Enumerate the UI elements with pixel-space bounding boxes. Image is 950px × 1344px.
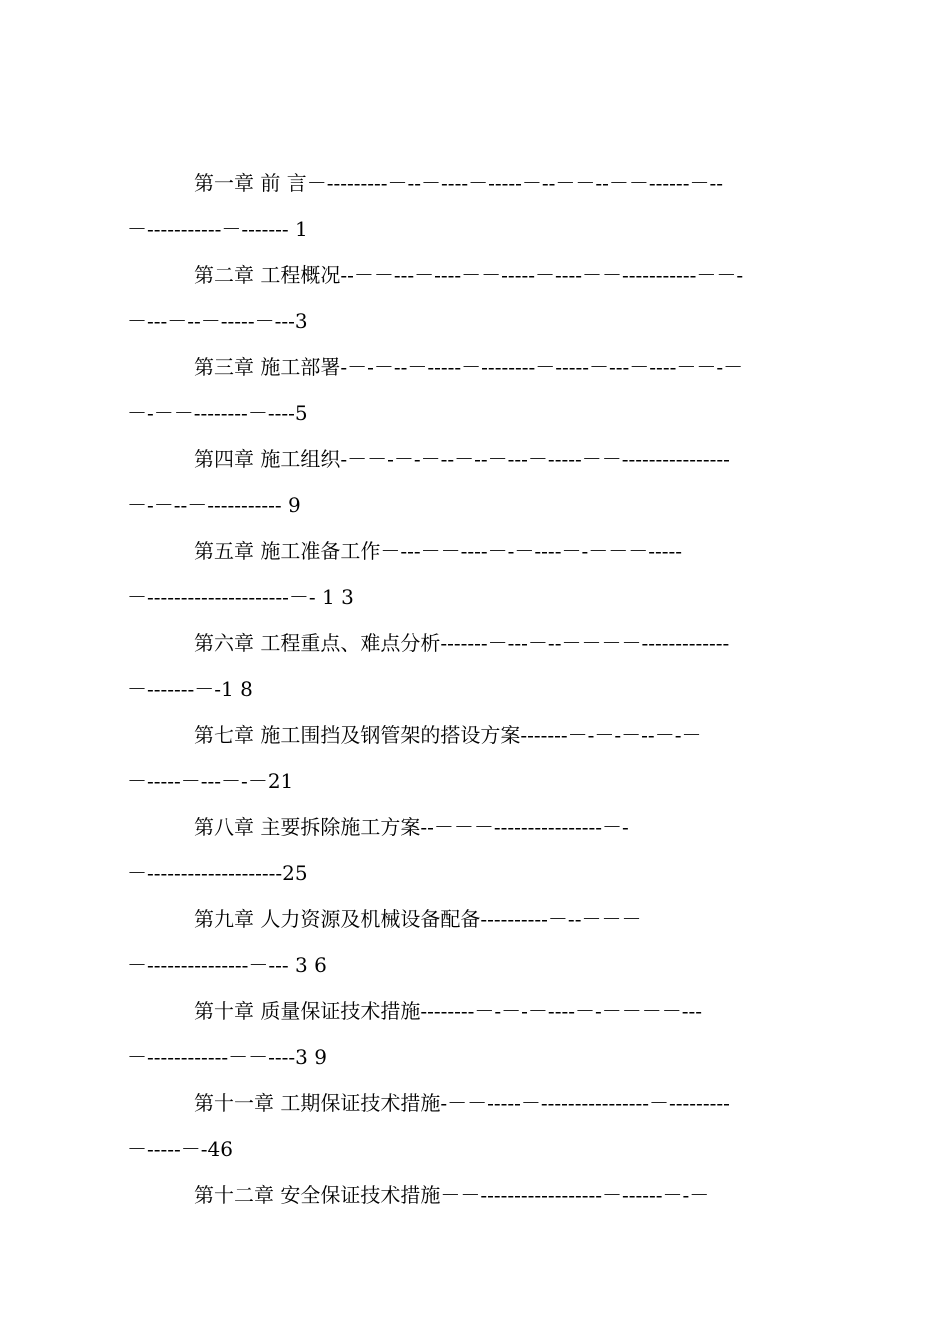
toc-entry-7-line2: －-----－---－-－21: [127, 769, 294, 793]
toc-entry-8-line1: 第八章 主要拆除施工方案--－－－----------------－-: [194, 815, 629, 839]
toc-entry-9-line1: 第九章 人力资源及机械设备配备----------－--－－－: [194, 907, 642, 931]
toc-entry-1-line1: 第一章 前 言－---------－--－----－-----－--－－--－－------－--: [194, 171, 723, 195]
toc-entry-5-line2: －---------------------－- 1 3: [127, 585, 354, 609]
toc-entry-11-line1: 第十一章 工期保证技术措施-－－-----－----------------－---------: [194, 1091, 730, 1115]
toc-entry-7-line1: 第七章 施工围挡及钢管架的搭设方案-------－-－-－--－-－: [194, 723, 702, 747]
toc-entry-1-line2: －-----------－------- 1: [127, 217, 308, 241]
toc-entry-6-line2: －-------－-1 8: [127, 677, 253, 701]
toc-entry-10-line1: 第十章 质量保证技术措施--------－-－-－----－-－－－－---: [194, 999, 702, 1023]
toc-entry-3-line2: －-－－--------－----5: [127, 401, 308, 425]
toc-entry-8-line2: －--------------------25: [127, 861, 308, 885]
toc-entry-6-line1: 第六章 工程重点、难点分析-------－---－--－－－－-------------: [194, 631, 730, 655]
toc-entry-12-line1: 第十二章 安全保证技术措施－－------------------－------－-－: [194, 1183, 710, 1207]
toc-entry-11-line2: －-----－-46: [127, 1137, 233, 1161]
toc-entry-2-line2: －---－--－-----－---3: [127, 309, 308, 333]
toc-entry-5-line1: 第五章 施工准备工作－---－－----－-－----－-－－－-----: [194, 539, 682, 563]
toc-entry-4-line1: 第四章 施工组织-－－-－-－--－--－---－-----－－----------------: [194, 447, 730, 471]
toc-entry-3-line1: 第三章 施工部署-－-－--－-----－--------－-----－---－----－－-－: [194, 355, 744, 379]
toc-entry-4-line2: －-－--－----------- 9: [127, 493, 301, 517]
toc-entry-2-line1: 第二章 工程概况--－－---－----－－-----－----－－-----------－－-: [194, 263, 744, 287]
toc-entry-10-line2: －------------－－----3 9: [127, 1045, 327, 1069]
toc-entry-9-line2: －---------------－--- 3 6: [127, 953, 327, 977]
